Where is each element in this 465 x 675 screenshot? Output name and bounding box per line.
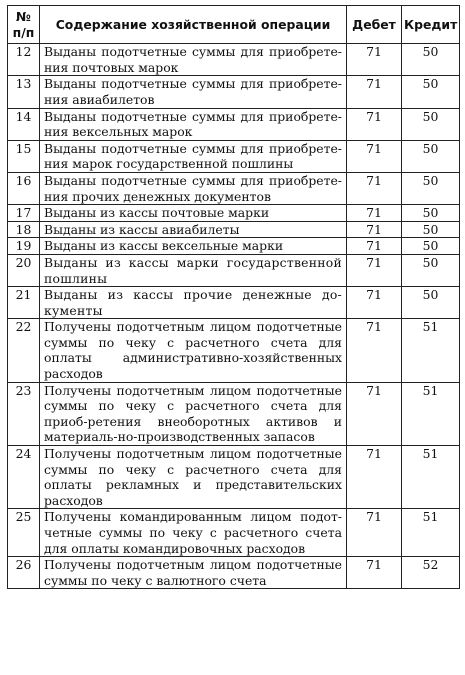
row-debit: 71 — [347, 446, 402, 509]
row-description: Получены подотчетным лицом подотчетные суммы по чеку с расчетного счета для оплаты рекламных и представительских расходов — [40, 446, 347, 509]
table-row — [8, 44, 460, 76]
row-debit: 71 — [347, 319, 402, 382]
table-row — [8, 254, 460, 286]
row-credit: 51 — [402, 446, 460, 509]
row-description: Выданы подотчетные суммы для приобрете-ния авиабилетов — [40, 76, 347, 108]
row-description: Выданы из кассы вексельные марки — [40, 238, 347, 255]
row-debit: 71 — [347, 509, 402, 557]
row-number: 17 — [8, 205, 40, 222]
header-debit: Дебет — [347, 6, 402, 44]
row-number: 16 — [8, 172, 40, 204]
row-debit: 71 — [347, 44, 402, 76]
row-credit: 51 — [402, 319, 460, 382]
row-description: Получены командированным лицом подот-четные суммы по чеку с расчетного счета для оплаты командировочных расходов — [40, 509, 347, 557]
row-number: 15 — [8, 140, 40, 172]
row-credit: 50 — [402, 108, 460, 140]
row-credit: 50 — [402, 238, 460, 255]
row-credit: 50 — [402, 76, 460, 108]
accounting-entries-table — [7, 5, 460, 589]
row-debit: 71 — [347, 382, 402, 445]
row-debit: 71 — [347, 205, 402, 222]
table-row — [8, 238, 460, 255]
header-number: № п/п — [8, 6, 40, 44]
row-number: 26 — [8, 557, 40, 589]
row-credit: 52 — [402, 557, 460, 589]
row-number: 25 — [8, 509, 40, 557]
table-row — [8, 446, 460, 509]
row-credit: 50 — [402, 205, 460, 222]
row-description: Выданы из кассы марки государственной пошлины — [40, 254, 347, 286]
table-body — [8, 44, 460, 589]
header-description: Содержание хозяйственной операции — [40, 6, 347, 44]
header-credit: Кредит — [402, 6, 460, 44]
row-number: 19 — [8, 238, 40, 255]
table-row — [8, 140, 460, 172]
row-description: Выданы из кассы почтовые марки — [40, 205, 347, 222]
row-debit: 71 — [347, 221, 402, 238]
row-credit: 50 — [402, 140, 460, 172]
table-row — [8, 76, 460, 108]
row-debit: 71 — [347, 557, 402, 589]
row-number: 18 — [8, 221, 40, 238]
table-row — [8, 287, 460, 319]
row-debit: 71 — [347, 287, 402, 319]
header-row — [8, 6, 460, 44]
row-number: 12 — [8, 44, 40, 76]
row-description: Получены подотчетным лицом подотчетные суммы по чеку с расчетного счета для оплаты административно-хозяйственных расходов — [40, 319, 347, 382]
row-credit: 50 — [402, 287, 460, 319]
row-description: Выданы из кассы прочие денежные до-кументы — [40, 287, 347, 319]
row-debit: 71 — [347, 254, 402, 286]
row-credit: 50 — [402, 44, 460, 76]
table-row — [8, 172, 460, 204]
row-number: 14 — [8, 108, 40, 140]
table-row — [8, 557, 460, 589]
table-row — [8, 221, 460, 238]
row-credit: 50 — [402, 172, 460, 204]
row-description: Получены подотчетным лицом подотчетные суммы по чеку с валютного счета — [40, 557, 347, 589]
row-credit: 50 — [402, 254, 460, 286]
row-debit: 71 — [347, 108, 402, 140]
row-credit: 51 — [402, 382, 460, 445]
table-row — [8, 509, 460, 557]
row-number: 13 — [8, 76, 40, 108]
row-number: 22 — [8, 319, 40, 382]
row-number: 24 — [8, 446, 40, 509]
table-row — [8, 108, 460, 140]
row-debit: 71 — [347, 238, 402, 255]
row-description: Выданы подотчетные суммы для приобрете-ния вексельных марок — [40, 108, 347, 140]
table-header — [8, 6, 460, 44]
row-credit: 50 — [402, 221, 460, 238]
table-row — [8, 205, 460, 222]
row-debit: 71 — [347, 140, 402, 172]
row-number: 20 — [8, 254, 40, 286]
row-description: Выданы подотчетные суммы для приобрете-ния марок государственной пошлины — [40, 140, 347, 172]
table-row — [8, 319, 460, 382]
row-debit: 71 — [347, 76, 402, 108]
row-description: Выданы из кассы авиабилеты — [40, 221, 347, 238]
table-row — [8, 382, 460, 445]
row-number: 23 — [8, 382, 40, 445]
row-number: 21 — [8, 287, 40, 319]
row-debit: 71 — [347, 172, 402, 204]
row-credit: 51 — [402, 509, 460, 557]
row-description: Выданы подотчетные суммы для приобрете-ния почтовых марок — [40, 44, 347, 76]
row-description: Выданы подотчетные суммы для приобрете-ния прочих денежных документов — [40, 172, 347, 204]
row-description: Получены подотчетным лицом подотчетные суммы по чеку с расчетного счета для приоб-ретения внеоборотных активов и материаль-но-производственных запасов — [40, 382, 347, 445]
